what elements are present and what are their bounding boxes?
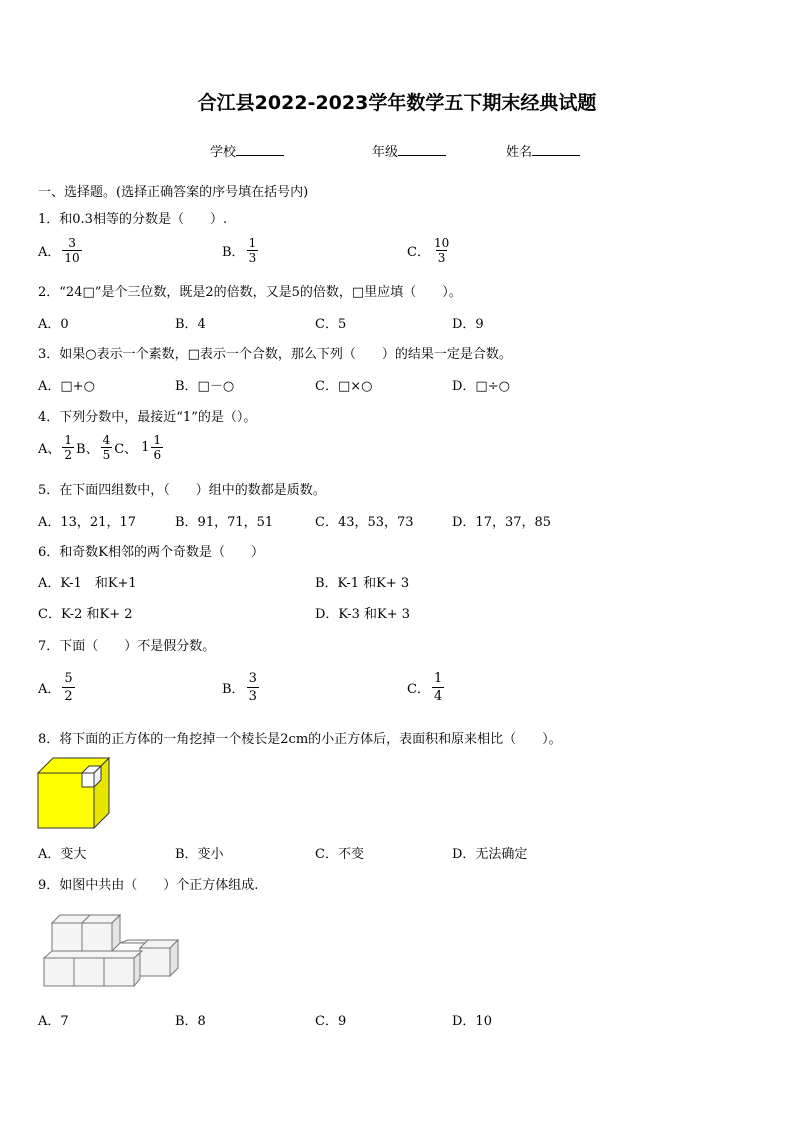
q5-option-c[interactable]: C．43，53，73 [315,515,414,530]
q1-c-fraction [432,236,451,265]
q4-c-fraction [151,433,163,462]
q1-c-den: 3 [437,251,446,265]
name-label: 姓名 [506,145,533,160]
cube-bottom-3-front [104,958,134,986]
q4-c-whole: 1 [141,440,150,455]
q2-option-b[interactable]: B．4 [175,317,206,332]
q4-b-den: 5 [102,448,111,462]
q1-option-a[interactable] [38,236,84,265]
removed-corner [82,773,94,787]
q4-c-label[interactable]: C、 [114,442,138,457]
q1-a-num: 3 [68,236,76,250]
question-4: 4．下列分数中，最接近“1”的是（）。 [38,410,257,425]
q1-b-den: 3 [248,251,257,265]
q6-option-a[interactable]: A．K-1 和K+1 [38,576,137,591]
q3-option-c[interactable]: C．□×○ [315,379,373,394]
question-9: 9．如图中共由（ ）个正方体组成. [38,878,259,893]
q9-option-b[interactable]: B．8 [175,1014,206,1029]
q1-a-label: A． [38,245,61,260]
q5-option-d[interactable]: D．17，37，85 [452,515,552,530]
q6-option-d[interactable]: D．K-3 和K+ 3 [315,607,410,622]
q1-b-fraction [247,236,259,265]
question-8: 8．将下面的正方体的一角挖掉一个棱长是2cm的小正方体后，表面积和原来相比（ ）。 [38,732,562,747]
q3-option-d[interactable]: D．□÷○ [452,379,510,394]
grade-blank[interactable] [398,143,446,156]
question-2: 2．“24□”是个三位数，既是2的倍数，又是5的倍数，□里应填（ ）。 [38,285,462,300]
q8-option-a[interactable]: A．变大 [38,847,87,862]
q4-b-label[interactable]: B、 [76,442,99,457]
page-title: 合江县2022-2023学年数学五下期末经典试题 [197,92,597,114]
cube-right-front [140,948,170,976]
cube-top-2-front [82,923,112,951]
name-blank[interactable] [532,143,580,156]
cube-bottom-2-front [74,958,104,986]
q2-option-d[interactable]: D．9 [452,317,484,332]
q6-option-b[interactable]: B．K-1 和K+ 3 [315,576,410,591]
q1-option-c[interactable] [407,236,453,265]
q7-c-label: C． [407,682,430,697]
q6-option-c[interactable]: C．K-2 和K+ 2 [38,607,133,622]
q3-option-a[interactable]: A．□+○ [38,379,95,394]
cube-bottom-side [134,953,140,986]
q4-a-num: 1 [64,433,73,447]
q4-options [38,433,165,462]
cube-bottom-1-front [44,958,74,986]
q9-option-c[interactable]: C．9 [315,1014,347,1029]
cube-bottom-top [44,951,142,958]
cube-with-corner-removed-figure [37,757,112,829]
q7-b-den: 3 [248,689,257,704]
stacked-cubes-figure [42,913,182,988]
q4-b-num: 4 [102,433,111,447]
q1-a-fraction [62,236,81,265]
q1-b-label: B． [222,245,245,260]
grade-label: 年级 [372,145,399,160]
q2-option-c[interactable]: C．5 [315,317,347,332]
question-6: 6．和奇数K相邻的两个奇数是（ ） [38,545,264,560]
school-blank[interactable] [236,143,284,156]
section-heading: 一、选择题。(选择正确答案的序号填在括号内) [38,185,309,200]
q7-a-num: 5 [64,671,73,686]
q4-a-label[interactable]: A、 [38,442,61,457]
q7-option-a[interactable] [38,670,77,705]
q4-c-num: 1 [153,433,162,447]
q7-c-den: 4 [433,689,443,704]
q1-c-num: 10 [433,236,450,250]
q7-a-fraction [62,670,74,705]
q7-b-label: B． [222,682,245,697]
q5-option-a[interactable]: A．13，21，17 [38,515,137,530]
q7-option-b[interactable] [222,670,261,705]
q7-b-num: 3 [248,671,257,686]
q7-a-label: A． [38,682,61,697]
name-field [506,141,580,160]
q7-a-den: 2 [64,689,73,704]
grade-field [372,141,446,160]
q8-option-d[interactable]: D．无法确定 [452,847,528,862]
q7-b-fraction [247,670,259,705]
question-1: 1．和0.3相等的分数是（ ）. [38,212,228,227]
cube-top-1-front [52,923,82,951]
q4-a-fraction [62,433,74,462]
q3-option-b[interactable]: B．□－○ [175,379,235,394]
school-field [210,141,284,160]
q9-option-a[interactable]: A．7 [38,1014,69,1029]
q1-b-num: 1 [248,236,257,250]
q7-c-fraction [432,670,444,705]
school-label: 学校 [210,145,237,160]
q5-option-b[interactable]: B．91，71，51 [175,515,274,530]
q9-option-d[interactable]: D．10 [452,1014,492,1029]
q7-c-num: 1 [433,671,443,686]
q2-option-a[interactable]: A．0 [38,317,69,332]
q8-option-b[interactable]: B．变小 [175,847,224,862]
question-7: 7．下面（ ）不是假分数。 [38,639,216,654]
q4-a-den: 2 [64,448,73,462]
question-5: 5．在下面四组数中，（ ）组中的数都是质数。 [38,483,326,498]
q4-c-den: 6 [153,448,162,462]
q4-b-fraction [101,433,113,462]
q1-option-b[interactable] [222,236,260,265]
q1-c-label: C． [407,245,430,260]
question-3: 3．如果○表示一个素数，□表示一个合数，那么下列（ ）的结果一定是合数。 [38,347,512,362]
q7-option-c[interactable] [407,670,446,705]
q8-option-c[interactable]: C．不变 [315,847,364,862]
q1-a-den: 10 [64,251,80,265]
